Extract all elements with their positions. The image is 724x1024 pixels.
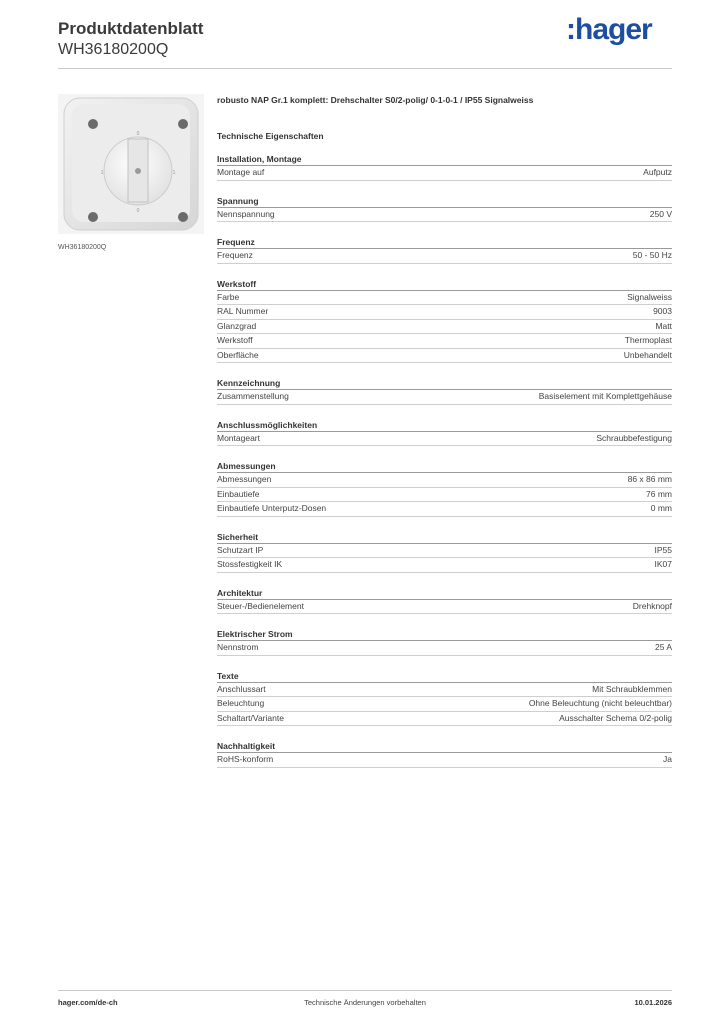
header-divider [58,68,672,69]
image-caption: WH36180200Q [58,244,107,251]
property-label: Anschlussart [217,683,266,694]
property-value: 50 - 50 Hz [632,250,672,260]
footer-divider [58,990,672,991]
screw-icon [178,119,188,129]
dial-mark: 1 [100,170,104,176]
dial-mark: 0 [136,208,140,214]
property-value: IP55 [654,544,672,555]
property-label: Stossfestigkeit IK [217,559,283,569]
property-label: RAL Nummer [217,306,269,316]
property-groups [217,153,672,768]
property-label: RoHS-konform [217,754,274,764]
document-date: 10.01.2026 [634,998,672,1007]
property-label: Frequenz [217,250,253,260]
property-value: Drehknopf [632,600,672,611]
property-row [217,208,672,223]
property-group [217,377,672,405]
property-group-title: Elektrischer Strom [217,628,672,641]
property-value: Schraubbefestigung [596,432,672,443]
page-footer [58,998,672,1010]
specification-section [217,94,672,768]
property-group-title: Frequenz [217,236,672,249]
property-label: Farbe [217,291,240,302]
property-group-title: Abmessungen [217,460,672,473]
property-row [217,502,672,517]
property-row [217,320,672,335]
property-row [217,544,672,559]
property-value: Ja [663,754,672,764]
property-value: Signalweiss [627,291,672,302]
property-label: Schutzart IP [217,544,264,555]
property-value: Unbehandelt [623,349,672,360]
property-group [217,460,672,517]
property-row [217,712,672,727]
screw-icon [88,212,98,222]
property-row [217,432,672,447]
property-label: Einbautiefe [217,488,260,499]
property-value: 86 x 86 mm [627,474,672,484]
property-value: Ausschalter Schema 0/2-polig [559,712,672,723]
website-link[interactable]: hager.com/de-ch [58,998,118,1007]
property-group [217,670,672,727]
property-row [217,753,672,768]
property-row [217,334,672,349]
document-title: Produktdatenblatt [58,19,204,38]
property-label: Nennspannung [217,208,275,219]
property-group [217,628,672,656]
property-group-title: Nachhaltigkeit [217,740,672,753]
rotary-switch-illustration [58,94,204,234]
property-value: 250 V [649,208,672,219]
property-value: Ohne Beleuchtung (nicht beleuchtbar) [528,698,672,708]
property-label: Zusammenstellung [217,391,289,401]
property-group [217,587,672,615]
property-value: 76 mm [646,488,672,499]
property-group-title: Sicherheit [217,531,672,544]
property-row [217,473,672,488]
property-label: Glanzgrad [217,320,257,331]
property-value: Basiselement mit Komplettgehäuse [538,391,672,401]
property-row [217,291,672,306]
property-group-title: Kennzeichnung [217,377,672,390]
product-image [58,94,204,234]
screw-icon [178,212,188,222]
property-label: Einbautiefe Unterputz-Dosen [217,503,327,513]
property-label: Steuer-/Bedienelement [217,600,304,611]
property-row [217,249,672,264]
property-group-title: Installation, Montage [217,153,672,166]
property-label: Montageart [217,432,260,443]
property-row [217,305,672,320]
property-row [217,697,672,712]
property-row [217,488,672,503]
property-value: Aufputz [643,167,672,177]
property-value: Matt [655,320,672,331]
property-label: Oberfläche [217,349,259,360]
property-row [217,558,672,573]
property-group-title: Spannung [217,195,672,208]
property-value: 0 mm [650,503,672,513]
dial-mark: 0 [136,131,140,137]
property-value: 9003 [653,306,672,316]
property-row [217,166,672,181]
property-group [217,236,672,264]
property-group [217,195,672,223]
property-row [217,683,672,698]
hager-logo: :hager [566,13,652,46]
property-group [217,278,672,364]
property-row [217,390,672,405]
disclaimer-text: Technische Änderungen vorbehalten [304,998,426,1007]
document-header [58,18,203,60]
property-group-title: Werkstoff [217,278,672,291]
property-row [217,600,672,615]
property-group-title: Anschlussmöglichkeiten [217,419,672,432]
product-name: robusto NAP Gr.1 komplett: Drehschalter S0/2-polig/ 0-1-0-1 / IP55 Signalweiss [217,95,534,105]
property-row [217,349,672,364]
property-group [217,531,672,573]
document-article-number: WH36180200Q [58,41,169,58]
technical-properties-heading: Technische Eigenschaften [217,131,324,141]
property-group [217,419,672,447]
property-group-title: Architektur [217,587,672,600]
property-group [217,740,672,768]
property-group-title: Texte [217,670,672,683]
screw-icon [88,119,98,129]
property-label: Abmessungen [217,474,272,484]
property-group [217,153,672,181]
property-value: IK07 [654,559,672,569]
property-row [217,641,672,656]
property-value: Thermoplast [624,335,672,345]
property-value: Mit Schraubklemmen [592,683,672,694]
property-value: 25 A [654,642,672,652]
property-label: Beleuchtung [217,698,265,708]
property-label: Schaltart/Variante [217,712,284,723]
property-label: Werkstoff [217,335,253,345]
property-label: Nennstrom [217,642,259,652]
dial-mark: 1 [172,170,176,176]
property-label: Montage auf [217,167,265,177]
